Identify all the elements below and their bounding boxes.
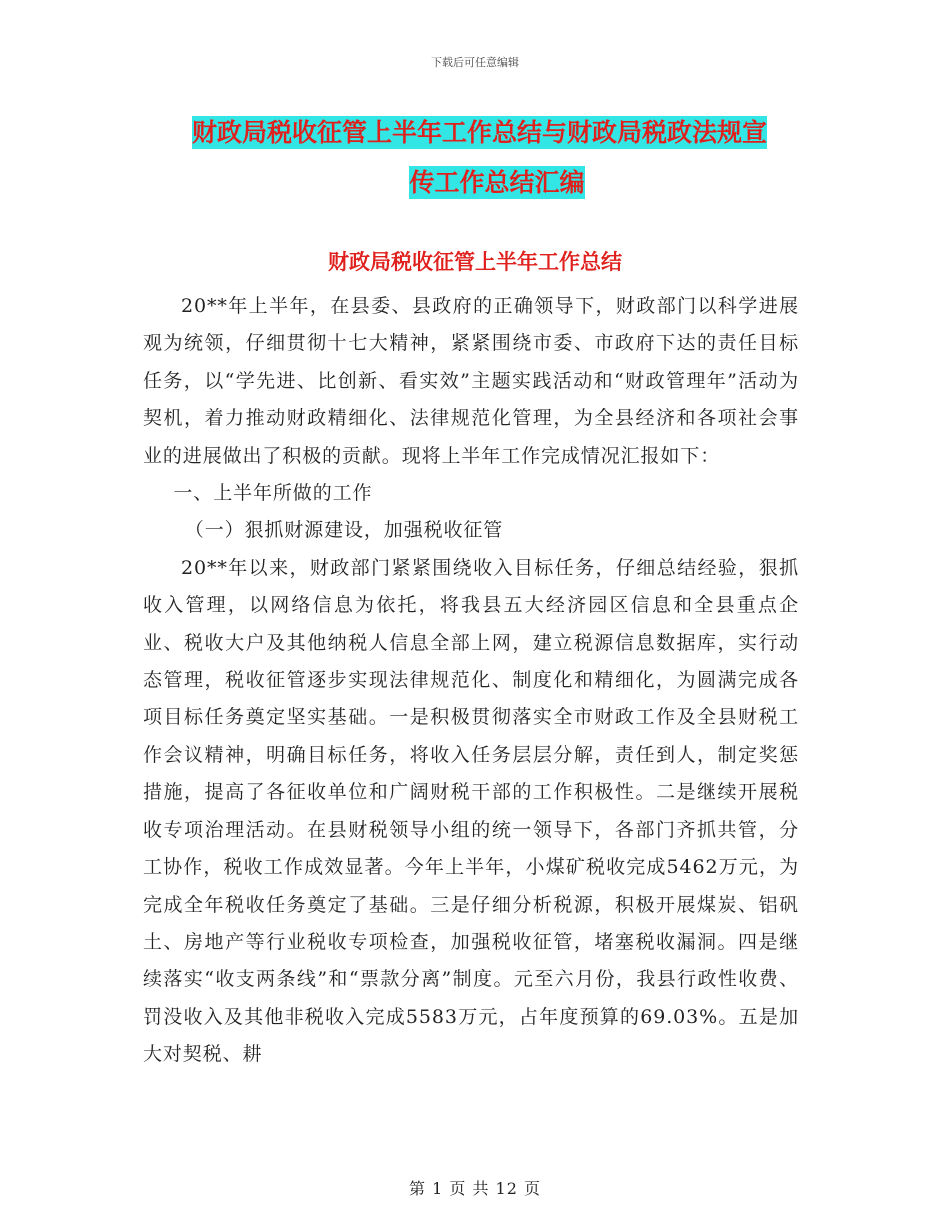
header-note: 下载后可任意编辑: [431, 56, 519, 69]
document-body: [143, 288, 799, 1074]
page-number-footer: 第 1 页 共 12 页: [409, 1179, 541, 1198]
section-title: 财政局税收征管上半年工作总结: [328, 250, 622, 274]
heading-level1: 一、上半年所做的工作: [173, 482, 373, 505]
main-title-line2: 传工作总结汇编: [409, 168, 585, 197]
heading-level2: （一）狠抓财源建设，加强税收征管: [184, 519, 504, 542]
paragraph-intro: 20**年上半年，在县委、县政府的正确领导下，财政部门以科学进展观为统领，仔细贯彻十七大精神，紧紧围绕市委、市政府下达的责任目标任务，以“学先进、比创新、看实效”主题实践活动和“财政管理年”活动为契机，着力推动财政精细化、法律规范化管理，为全县经济和各项社会事业的进展做出了积极的贡献。现将上半年工作完成情况汇报如下：: [143, 295, 799, 467]
main-title-line1: 财政局税收征管上半年工作总结与财政局税政法规宣: [192, 118, 768, 147]
document-main-title: [192, 108, 812, 208]
paragraph-body: 20**年以来，财政部门紧紧围绕收入目标任务，仔细总结经验，狠抓收入管理，以网络信息为依托，将我县五大经济园区信息和全县重点企业、税收大户及其他纳税人信息全部上网，建立税源信息数据库，实行动态管理，税收征管逐步实现法律规范化、制度化和精细化，为圆满完成各项目标任务奠定坚实基础。一是积极贯彻落实全市财政工作及全县财税工作会议精神，明确目标任务，将收入任务层层分解，责任到人，制定奖惩措施，提高了各征收单位和广阔财税干部的工作积极性。二是继续开展税收专项治理活动。在县财税领导小组的统一领导下，各部门齐抓共管，分工协作，税收工作成效显著。今年上半年，小煤矿税收完成5462万元，为完成全年税收任务奠定了基础。三是仔细分析税源，积极开展煤炭、铝矾土、房地产等行业税收专项检查，加强税收征管，堵塞税收漏洞。四是继续落实“收支两条线”和“票款分离”制度。元至六月份，我县行政性收费、罚没收入及其他非税收入完成5583万元，占年度预算的69.03%。五是加大对契税、耕: [143, 556, 799, 1066]
